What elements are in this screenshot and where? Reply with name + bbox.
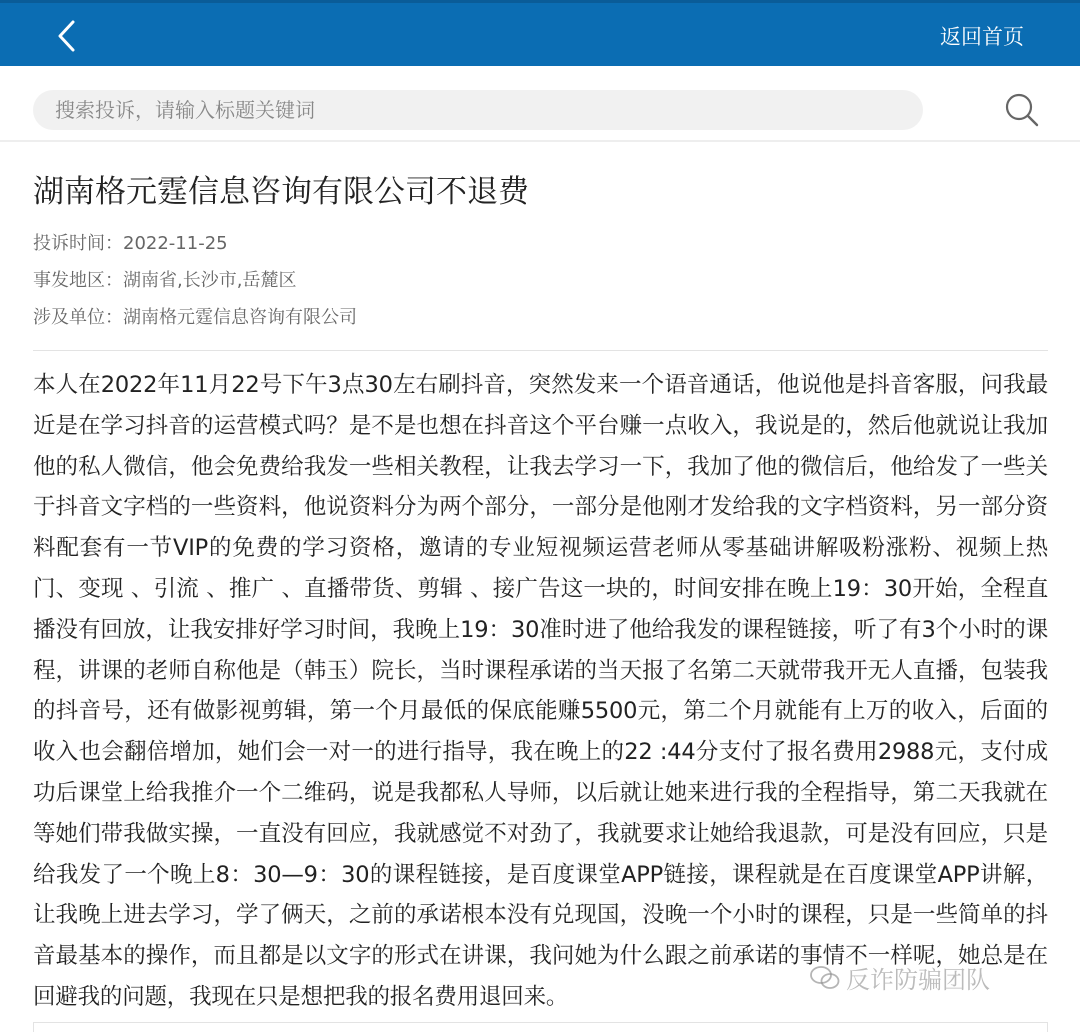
incident-region-value: 湖南省,长沙市,岳麓区 <box>123 270 297 291</box>
chevron-left-icon <box>55 19 77 53</box>
divider <box>33 350 1048 351</box>
involved-company-label: 涉及单位： <box>33 307 123 328</box>
home-link[interactable]: 返回首页 <box>940 25 1024 49</box>
incident-region-label: 事发地区： <box>33 270 123 291</box>
search-input[interactable] <box>33 90 923 130</box>
back-button[interactable] <box>44 13 88 59</box>
incident-region <box>33 266 1043 292</box>
search-bar <box>0 66 1080 142</box>
complaint-time <box>33 229 1043 255</box>
bottom-panel <box>33 1022 1048 1032</box>
involved-company <box>33 303 1043 329</box>
complaint-body: 本人在2022年11月22号下午3点30左右刷抖音，突然发来一个语音通话，他说他是抖音客服，问我最近是在学习抖音的运营模式吗？是不是也想在抖音这个平台赚一点收入，我说是的，然后他就说让我加他的私人微信，他会免费给我发一些相关教程，让我去学习一下，我加了他的微信后，他给发了一些关于抖音文字档的一些资料，他说资料分为两个部分，一部分是他刚才发给我的文字档资料，另一部分资料配套有一节VIP的免费的学习资格，邀请的专业短视频运营老师从零基础讲解吸粉涨粉、视频上热门、变现 、引流 、推广 、直播带货、剪辑 、接广告这一块的，时间安排在晚上19：30开始，全程直播没有回放，让我安排好学习时间，我晚上19：30准时进了他给我发的课程链接，听了有3个小时的课程，讲课的老师自称他是（韩玉）院长，当时课程承诺的当天报了名第二天就带我开无人直播，包装我的抖音号，还有做影视剪辑，第一个月最低的保底能赚5500元，第二个月就能有上万的收入，后面的收入也会翻倍增加，她们会一对一的进行指导，我在晚上的22 :44分支付了报名费用2988元，支付成功后课堂上给我推介一个二维码，说是我都私人导师，以后就让她来进行我的全程指导，第二天我就在等她们带我做实操，一直没有回应，我就感觉不对劲了，我就要求让她给我退款，可是没有回应，只是给我发了一个晚上8：30—9：30的课程链接，是百度课堂APP链接，课程就是在百度课堂APP讲解，让我晚上进去学习，学了俩天，之前的承诺根本没有兑现国，没晚一个小时的课程，只是一些简单的抖音最基本的操作，而且都是以文字的形式在讲课，我问她为什么跟之前承诺的事情不一样呢，她总是在回避我的问题，我现在只是想把我的报名费用退回来。 <box>33 372 1048 1010</box>
complaint-time-label: 投诉时间： <box>33 233 123 254</box>
top-nav-bar <box>0 0 1080 66</box>
search-button[interactable] <box>1004 92 1040 128</box>
search-icon <box>1004 92 1040 128</box>
watermark-text: 反诈防骗团队 <box>846 966 990 994</box>
complaint-time-value: 2022-11-25 <box>123 233 228 254</box>
wechat-icon <box>810 965 840 991</box>
watermark <box>810 960 990 995</box>
involved-company-value: 湖南格元霆信息咨询有限公司 <box>123 307 357 328</box>
page-title: 湖南格元霆信息咨询有限公司不退费 <box>33 174 529 210</box>
